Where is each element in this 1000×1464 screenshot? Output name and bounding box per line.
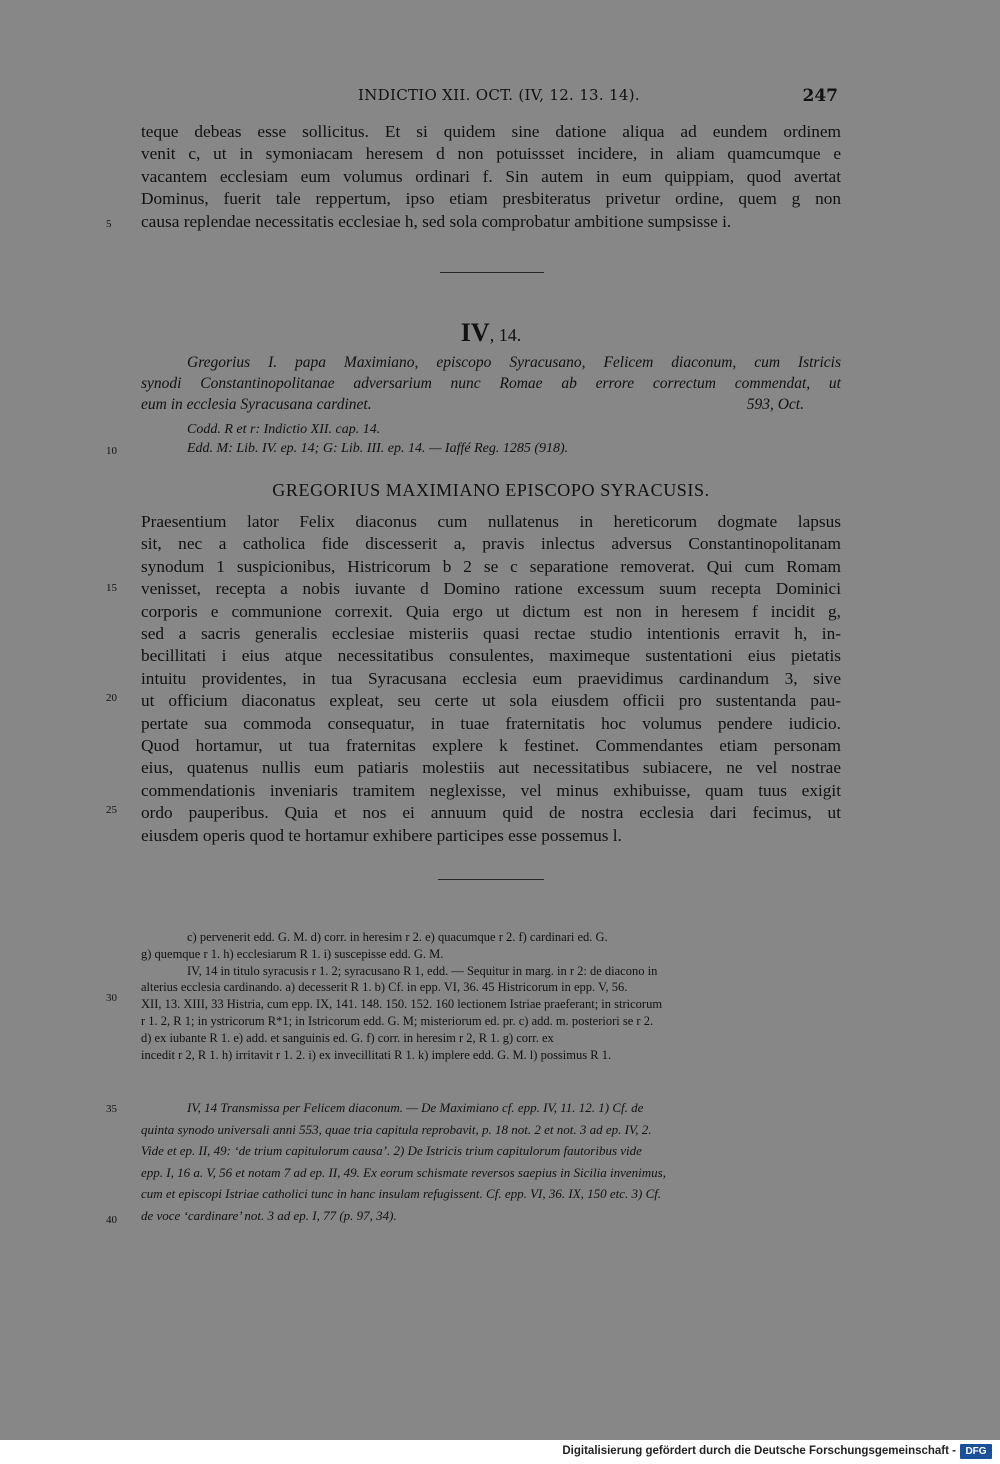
letter-body xyxy=(141,511,841,847)
manuscript-info xyxy=(187,421,787,458)
line-number: 20 xyxy=(106,692,117,704)
letter-summary xyxy=(141,352,841,415)
text-line: becillitati i eius atque necessitatibus consulentes, maximeque sustentationi eius pietatis xyxy=(141,646,841,666)
section-divider xyxy=(438,879,544,880)
running-header xyxy=(0,86,1000,108)
running-title: INDICTIO XII. OCT. (IV, 12. 13. 14). xyxy=(358,86,640,104)
text-line: pertate sua commoda consequatur, in tuae fraternitatis hoc volumus pendere iudicio. xyxy=(141,713,841,733)
apparatus-line: incedit r 2, R 1. h) irritavit r 1. 2. i) ex invecillitati R 1. k) implere edd. G. M. l) possimus R 1. xyxy=(141,1047,612,1062)
letter-number-suffix: , 14. xyxy=(489,325,522,345)
note-line: quinta synodo universali anni 553, quae tria capitula reprobavit, p. 18 not. 2 et not. 3 ad ep. IV, 2. xyxy=(141,1121,652,1137)
text-line: Quod hortamur, ut tua fraternitas explere k festinet. Commendantes etiam personam xyxy=(141,736,841,756)
letter-title: GREGORIUS MAXIMIANO EPISCOPO SYRACUSIS. xyxy=(272,480,710,500)
text-line: Praesentium lator Felix diaconus cum nullatenus in hereticorum dogmate lapsus xyxy=(141,512,841,531)
line-number: 15 xyxy=(106,582,117,594)
summary-line: synodi Constantinopolitanae adversarium nunc Romae ab errore correctum commendat, ut xyxy=(141,375,841,392)
dfg-logo[interactable]: DFG xyxy=(960,1444,992,1459)
line-number: 5 xyxy=(106,218,112,230)
text-line: Dominus, fuerit tale reppertum, ipso etiam presbiteratus privetur ordine, quem g non xyxy=(141,189,841,209)
summary-line: Gregorius I. papa Maximiano, episcopo Syracusano, Felicem diaconum, cum Istricis xyxy=(187,354,841,371)
apparatus-line: alterius ecclesia cardinando. a) decesserit R 1. b) Cf. in epp. VI, 36. 45 Histricorum in epp. V, 56. xyxy=(141,980,628,995)
apparatus-line: XII, 13. XIII, 33 Histria, cum epp. IX, 141. 148. 150. 152. 160 lectionem Istriae praeferant; in stricorum xyxy=(141,997,663,1012)
funding-credit: Digitalisierung gefördert durch die Deutsche Forschungsgemeinschaft - xyxy=(562,1445,956,1457)
text-line: corporis e communione correxit. Quia ergo ut dictum est non in heresem f incidit g, xyxy=(141,601,841,621)
apparatus-line: IV, 14 in titulo syracusis r 1. 2; syracusano R 1, edd. — Sequitur in marg. in r 2: de diacono in xyxy=(187,963,658,978)
apparatus-line: g) quemque r 1. h) ecclesiarum R 1. i) suscepisse edd. G. M. xyxy=(141,946,444,961)
text-line: causa replendae necessitatis ecclesiae h, sed sola comprobatur ambitione sumpsisse i. xyxy=(141,211,732,231)
note-line: de voce ‘cardinare’ not. 3 ad ep. I, 77 (p. 97, 34). xyxy=(141,1207,397,1223)
line-number: 30 xyxy=(106,992,117,1004)
text-line: eiusdem operis quod te hortamur exhibere participes esse possemus l. xyxy=(141,825,622,845)
text-line: venit c, ut in symoniacam heresem d non potuissset incidere, in aliam quamcumque e xyxy=(141,144,841,164)
text-line: synodum 1 suspicionibus, Histricorum b 2 se c separatione removerat. Qui cum Romam xyxy=(141,556,841,576)
text-line: eius, quatenus nullis eum patiaris molestiis aut necessitatibus subiacere, ne vel nostrae xyxy=(141,758,841,778)
text-line: intuitu providentes, in tua Syracusana ecclesia eum praevidimus cardinandum 3, sive xyxy=(141,668,841,688)
text-line: sed a sacris generalis ecclesiae misteriis quasi rectae studio intentionis erravit h, in- xyxy=(141,624,841,644)
apparatus-line: r 1. 2, R 1; in ystricorum R*1; in Istricorum edd. G. M; misteriorum ed. pr. c) add. m. posteriori se r 2. xyxy=(141,1013,654,1028)
text-line: teque debeas esse sollicitus. Et si quidem sine datione aliqua ad eundem ordinem xyxy=(141,122,841,141)
apparatus-line: d) ex iubante R 1. e) add. et sanguinis ed. G. f) corr. in heresim r 2, R 1. g) corr. ex xyxy=(141,1030,554,1045)
section-divider xyxy=(440,272,544,273)
note-line: cum et episcopi Istriae catholici tunc in hanc insulam refugissent. Cf. epp. VI, 36. IX, 150 etc. 3) Cf. xyxy=(141,1186,662,1201)
letter-number xyxy=(141,318,841,348)
note-line: epp. I, 16 a. V, 56 et notam 7 ad ep. II, 49. Ex eorum schismate reversos saepius in Sicilia invenimus, xyxy=(141,1164,666,1180)
text-line: vacantem ecclesiam eum volumus ordinari f. Sin autem in eum quippiam, quod avertat xyxy=(141,166,841,186)
digitization-footer xyxy=(0,1440,1000,1464)
letter-number-roman: IV xyxy=(460,318,490,347)
text-line: ut officium diaconatus expleat, seu certe ut sola eiusdem officii pro sustentanda pau- xyxy=(141,691,841,711)
codices-line: Codd. R et r: Indictio XII. cap. 14. xyxy=(187,422,381,437)
historical-notes xyxy=(141,1097,841,1226)
text-line: commendationis inveniaris tramitem neglexisse, vel minus exhibuisse, quam tuus exigit xyxy=(141,780,841,800)
text-line: sit, nec a catholica fide discesserit a, pravis inlectus adversus Constantinopolitanam xyxy=(141,534,841,554)
apparatus-line: c) pervenerit edd. G. M. d) corr. in heresim r 2. e) quacumque r 2. f) cardinari ed. G. xyxy=(187,930,608,944)
note-line: IV, 14 Transmissa per Felicem diaconum. — De Maximiano cf. epp. IV, 11. 12. 1) Cf. de xyxy=(187,1100,644,1115)
text-line: ordo pauperibus. Quia et nos ei annuum quid de nostra ecclesia dari fecimus, ut xyxy=(141,803,841,823)
line-number: 35 xyxy=(106,1103,117,1115)
line-number: 40 xyxy=(106,1214,117,1226)
text-line: venisset, recepta a nobis iuvante d Domino ratione excessum suum recepta Dominici xyxy=(141,579,841,599)
page-number: 247 xyxy=(802,86,838,106)
note-line: Vide et ep. II, 49: ‘de trium capitulorum causa’. 2) De Istricis trium capitulorum fautoribus vide xyxy=(141,1143,642,1158)
line-number: 25 xyxy=(106,804,117,816)
critical-apparatus xyxy=(141,929,841,1063)
summary-line: eum in ecclesia Syracusana cardinet. xyxy=(141,396,372,413)
previous-letter-text xyxy=(141,121,841,233)
line-number: 10 xyxy=(106,445,117,457)
editions-line: Edd. M: Lib. IV. ep. 14; G: Lib. III. ep. 14. — Iaffé Reg. 1285 (918). xyxy=(187,440,569,456)
letter-date: 593, Oct. xyxy=(746,396,804,413)
